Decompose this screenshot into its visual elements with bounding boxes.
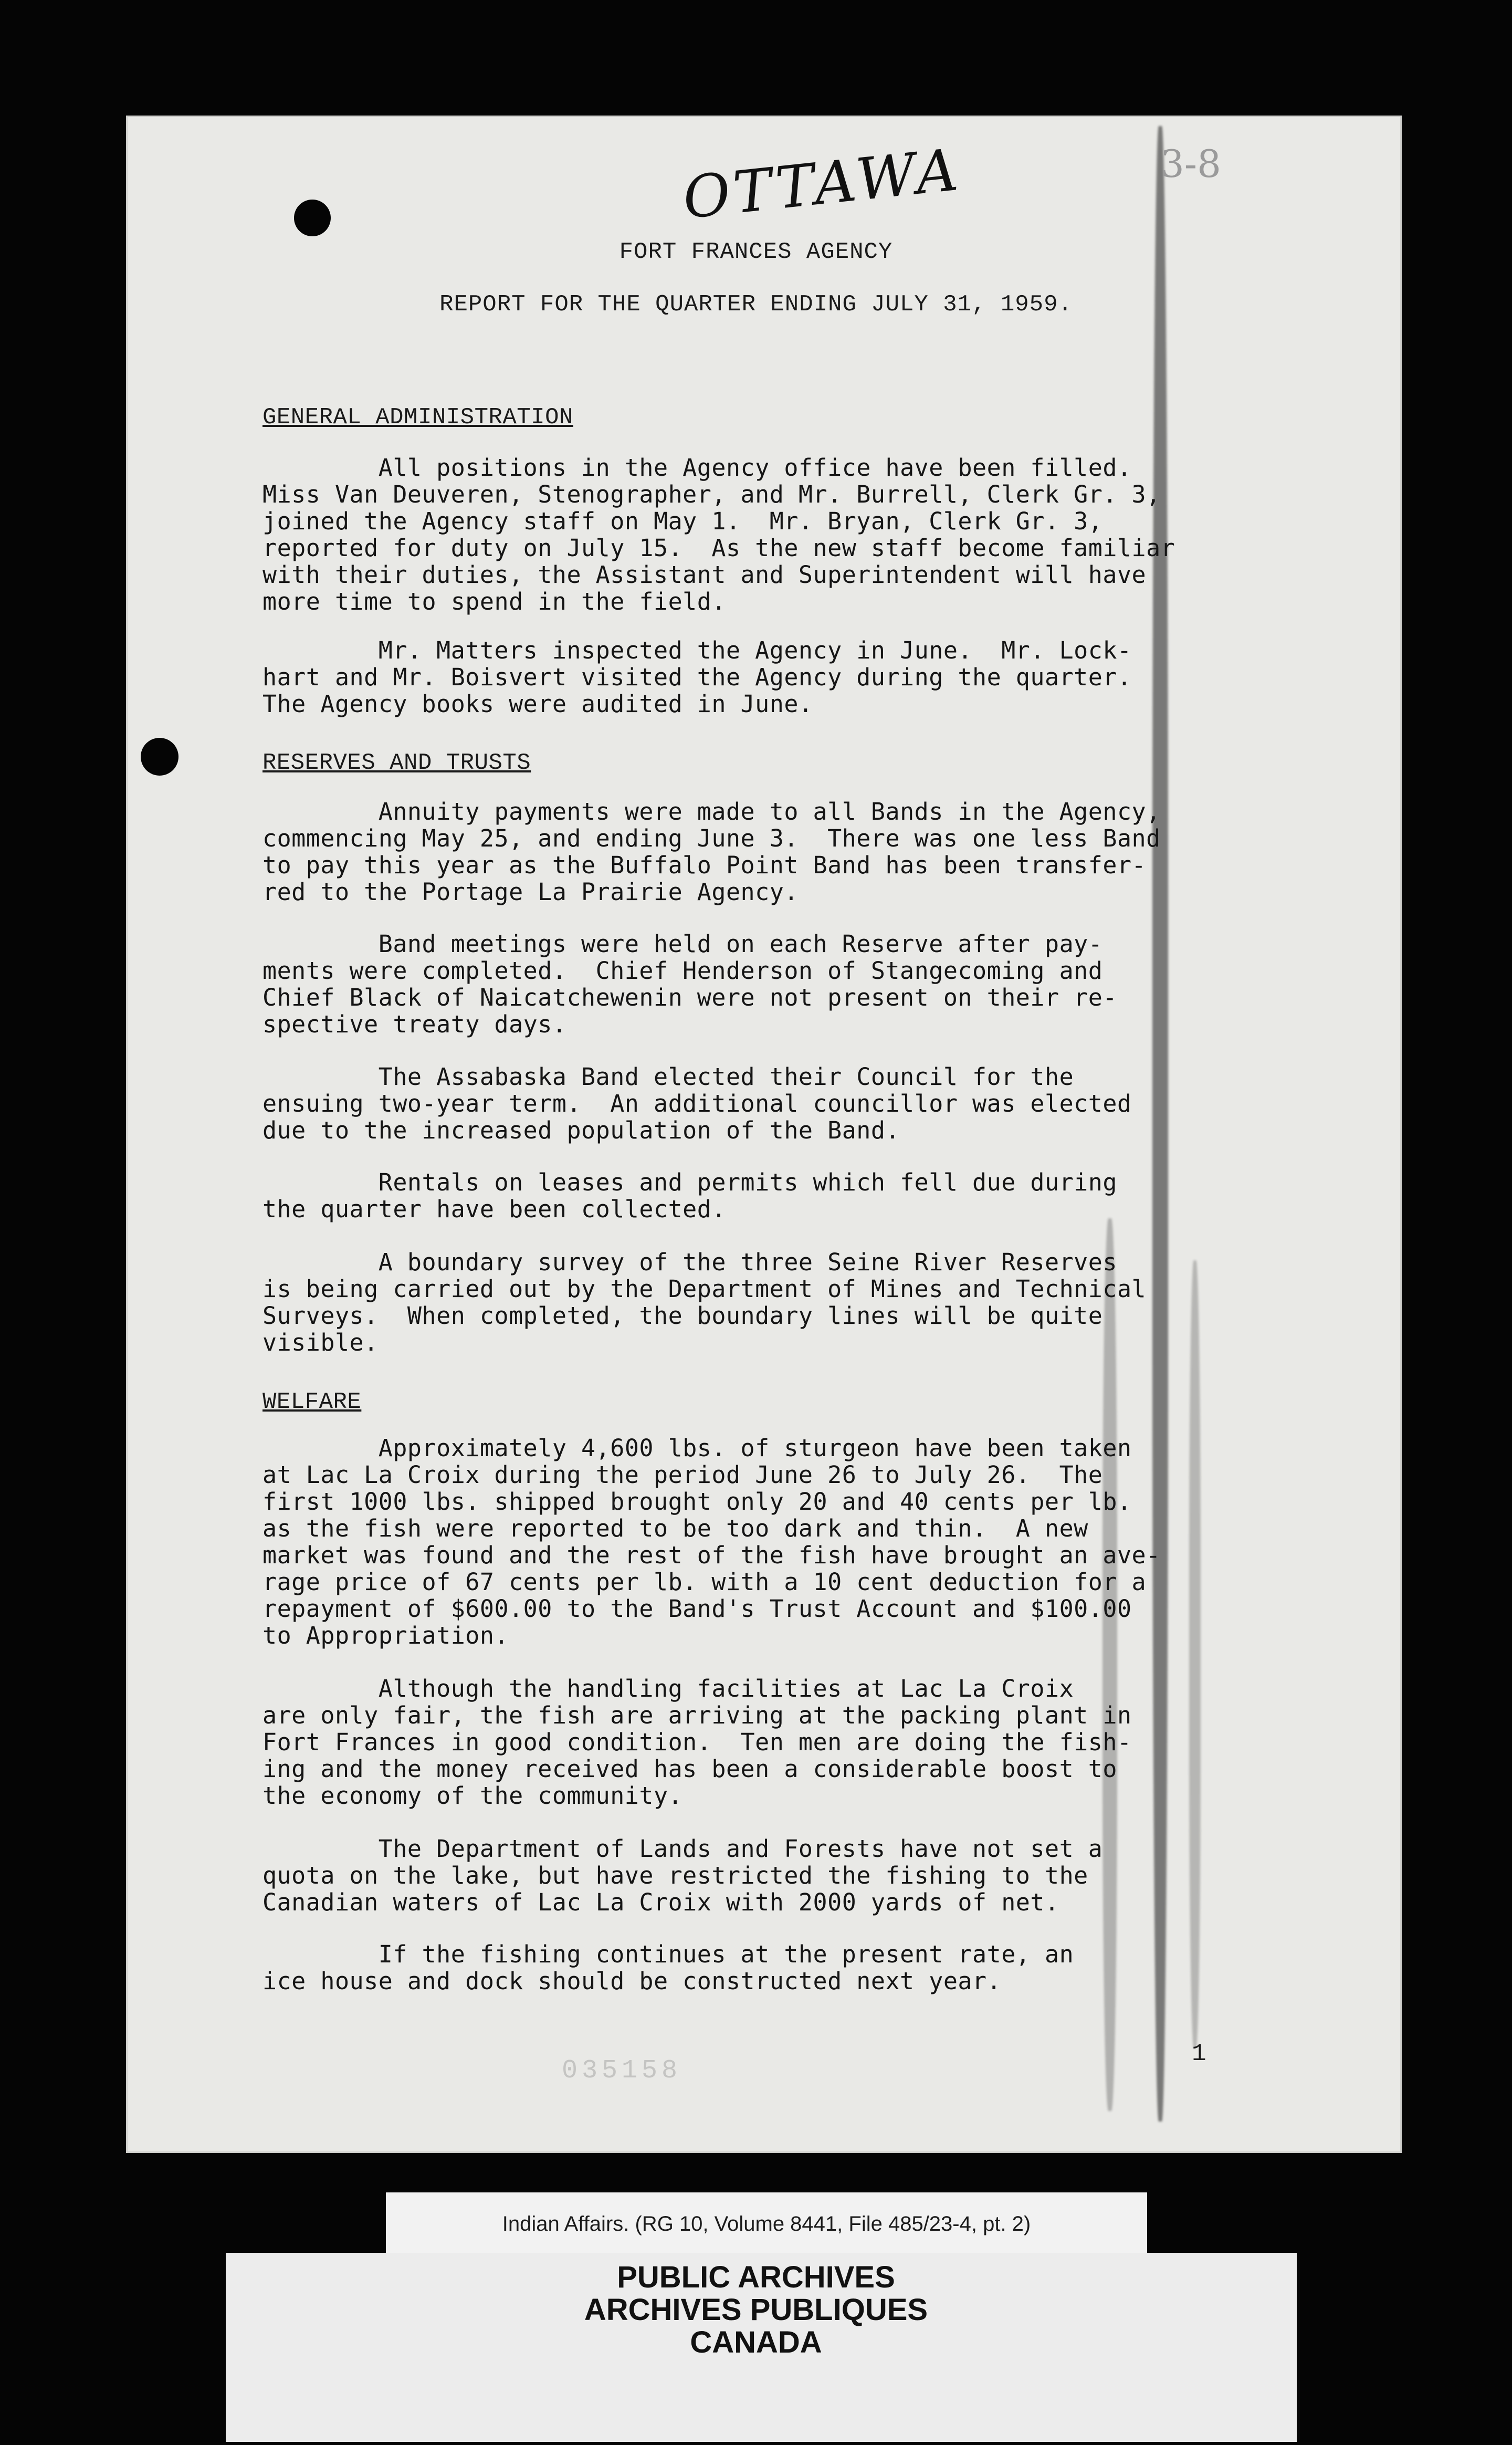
handwritten-note: OTTAWA bbox=[679, 135, 964, 232]
section-title-welfare: WELFARE bbox=[262, 1389, 362, 1415]
section-title-general-administration: GENERAL ADMINISTRATION bbox=[262, 404, 573, 431]
punch-hole-top bbox=[294, 200, 331, 236]
stain-streak-3 bbox=[1189, 1260, 1201, 2048]
paragraph-reserves-5: A boundary survey of the three Seine River Reserves is being carried out by the Department of Mines and Technical Surveys. When completed, the boundary lines will be quite visible. bbox=[262, 1248, 1147, 1356]
archives-line-english: PUBLIC ARCHIVES bbox=[617, 2260, 895, 2294]
paragraph-reserves-3: The Assabaska Band elected their Council for the ensuing two-year term. An additional councillor was elected due to the increased population of the Band. bbox=[262, 1063, 1132, 1144]
faded-stamp-number: 035158 bbox=[562, 2056, 682, 2086]
paragraph-general-admin-1: All positions in the Agency office have been filled. Miss Van Deuveren, Stenographer, and Mr. Burrell, Clerk Gr. 3, joined the Agency staff on May 1. Mr. Bryan, Clerk Gr. 3, reported for duty on July 15. As the new staff become familiar with their duties, the Assistant and Superintendent will have more time to spend in the field. bbox=[262, 454, 1175, 615]
page-number: 1 bbox=[1192, 2040, 1206, 2067]
paragraph-welfare-1: Approximately 4,600 lbs. of sturgeon have been taken at Lac La Croix during the period June 26 to July 26. The first 1000 lbs. shipped brought only 20 and 40 cents per lb. as the fish were reported to be too dark and thin. A new market was found and the rest of the fish have brought an ave- rage price of 67 cents per lb. with a 10 cent deduction for a repayment of $600.00 to the Band's Trust Account and $100.00 to Appropriation. bbox=[262, 1434, 1161, 1649]
paragraph-reserves-4: Rentals on leases and permits which fell due during the quarter have been collected. bbox=[262, 1168, 1117, 1223]
paragraph-general-admin-2: Mr. Matters inspected the Agency in June. Mr. Lock- hart and Mr. Boisvert visited the Agency during the quarter. The Agency books were audited in June. bbox=[262, 636, 1132, 718]
archive-reference-caption bbox=[386, 2192, 1147, 2255]
agency-heading: FORT FRANCES AGENCY bbox=[619, 239, 893, 265]
report-title: REPORT FOR THE QUARTER ENDING JULY 31, 1959. bbox=[439, 291, 1073, 318]
paragraph-welfare-3: The Department of Lands and Forests have not set a quota on the lake, but have restricted the fishing to the Canadian waters of Lac La Croix with 2000 yards of net. bbox=[262, 1835, 1103, 1916]
punch-hole-middle bbox=[141, 738, 178, 776]
corner-pencil-mark: 3-8 bbox=[1160, 142, 1221, 186]
paragraph-welfare-2: Although the handling facilities at Lac La Croix are only fair, the fish are arriving at the packing plant in Fort Frances in good condition. Ten men are doing the fish- ing and the money received has been a considerable boost to the economy of the community. bbox=[262, 1675, 1132, 1810]
paragraph-welfare-4: If the fishing continues at the present rate, an ice house and dock should be constructed next year. bbox=[262, 1940, 1074, 1995]
section-title-reserves-and-trusts: RESERVES AND TRUSTS bbox=[262, 750, 531, 776]
archive-reference-text: Indian Affairs. (RG 10, Volume 8441, File 485/23-4, pt. 2) bbox=[502, 2212, 1031, 2235]
archives-line-country: CANADA bbox=[690, 2325, 822, 2359]
paragraph-reserves-2: Band meetings were held on each Reserve after pay- ments were completed. Chief Henderson of Stangecoming and Chief Black of Naicatchewenin were not present on their re- spective treaty days. bbox=[262, 930, 1117, 1038]
paragraph-reserves-1: Annuity payments were made to all Bands in the Agency, commencing May 25, and ending June 3. There was one less Band to pay this year as the Buffalo Point Band has been transfer- red to the Portage La Prairie Agency. bbox=[262, 798, 1161, 906]
archives-line-french: ARCHIVES PUBLIQUES bbox=[584, 2293, 928, 2327]
